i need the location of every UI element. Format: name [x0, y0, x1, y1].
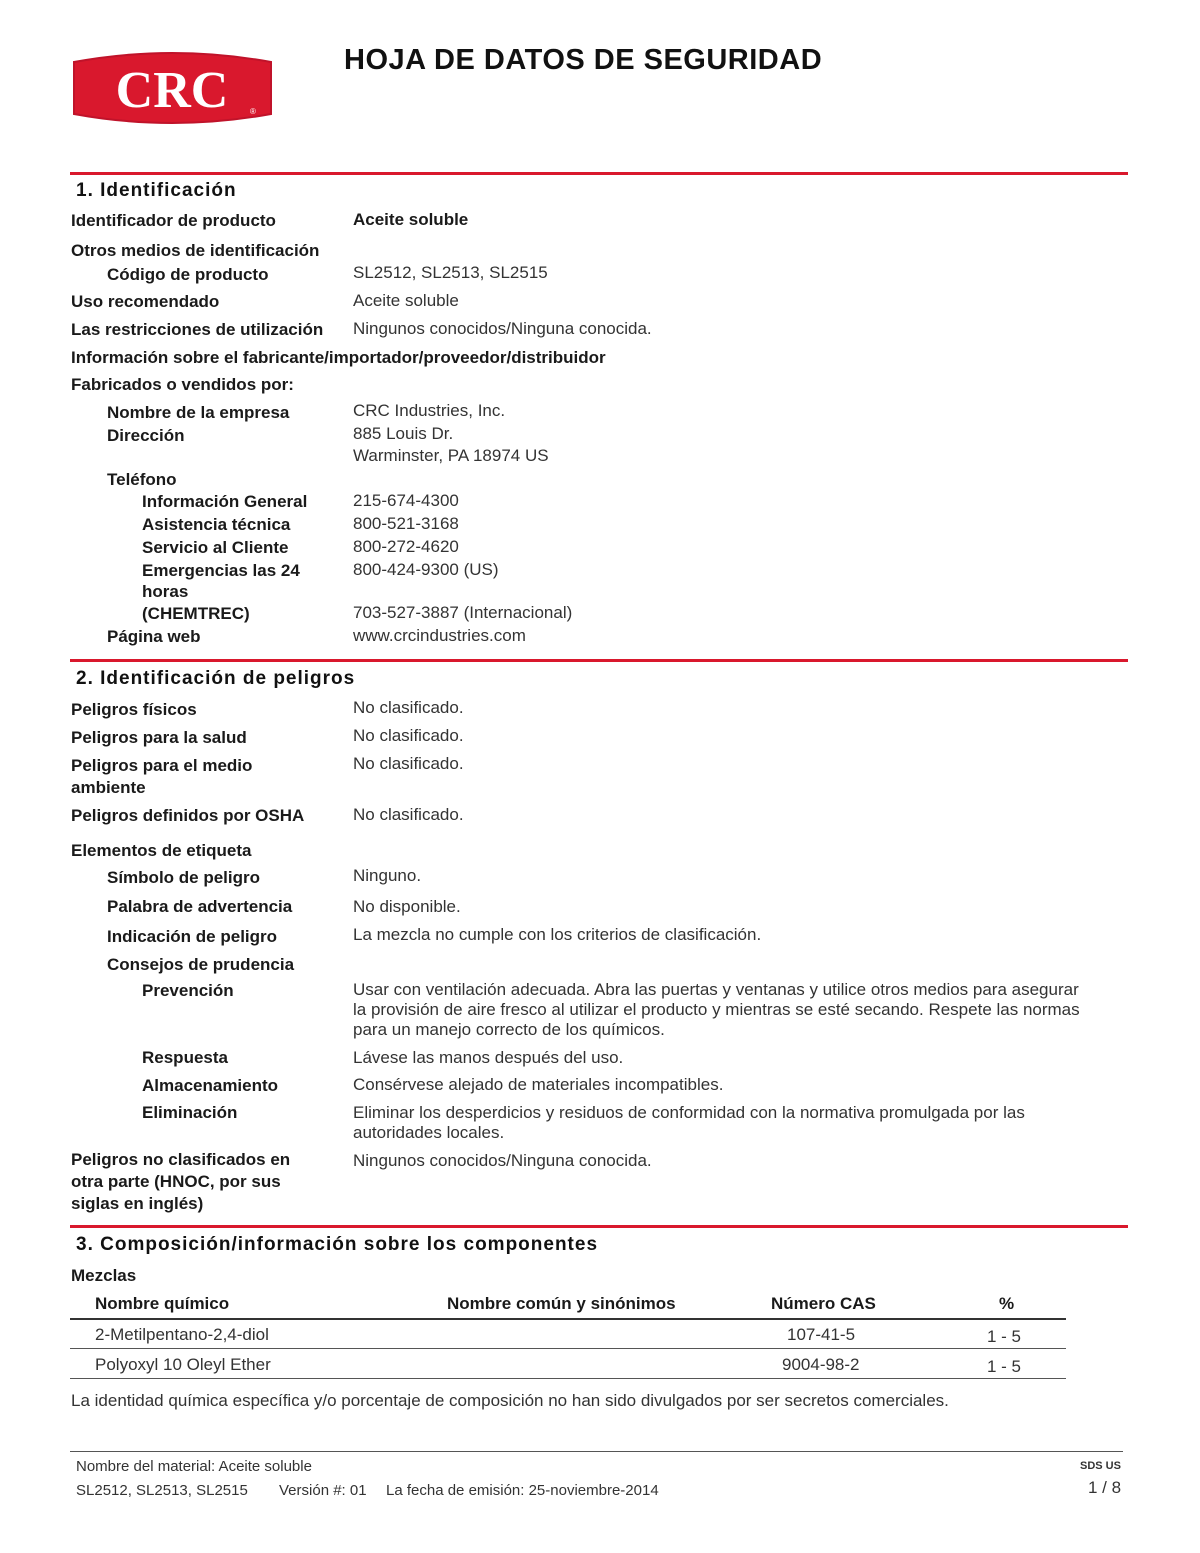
- emergency-value-intl: 703-527-3887 (Internacional): [353, 603, 573, 622]
- emergency-label-line-2: horas: [142, 582, 189, 601]
- osha-hazards-label: Peligros definidos por OSHA: [71, 806, 305, 825]
- physical-hazards-label: Peligros físicos: [71, 700, 197, 719]
- column-header-percent: %: [999, 1294, 1015, 1313]
- product-id-label: Identificador de producto: [71, 211, 276, 230]
- cas-number-cell: 107-41-5: [787, 1325, 856, 1344]
- signal-word-value: No disponible.: [353, 897, 461, 916]
- emergency-label-line-3: (CHEMTREC): [142, 604, 250, 623]
- section-2-title: 2. Identificación de peligros: [76, 668, 356, 689]
- column-header-chemical-name: Nombre químico: [95, 1294, 230, 1313]
- label-elements-label: Elementos de etiqueta: [71, 841, 252, 860]
- env-hazards-value: No clasificado.: [353, 754, 464, 773]
- use-value: Aceite soluble: [353, 291, 459, 310]
- made-by-label: Fabricados o vendidos por:: [71, 375, 294, 394]
- table-row-rule: [70, 1378, 1066, 1379]
- tech-support-value: 800-521-3168: [353, 514, 459, 533]
- use-label: Uso recomendado: [71, 292, 220, 311]
- percent-cell: 1 - 5: [987, 1357, 1022, 1376]
- health-hazards-label: Peligros para la salud: [71, 728, 247, 747]
- product-code-value: SL2512, SL2513, SL2515: [353, 263, 548, 282]
- manufacturer-info-label: Información sobre el fabricante/importador/proveedor/distribuidor: [71, 348, 606, 367]
- phone-label: Teléfono: [107, 470, 177, 489]
- column-header-cas: Número CAS: [771, 1294, 876, 1313]
- env-hazards-label-line-1: Peligros para el medio: [71, 756, 253, 775]
- restrictions-value: Ningunos conocidos/Ninguna conocida.: [353, 319, 652, 338]
- env-hazards-label-line-2: ambiente: [71, 778, 146, 797]
- signal-word-label: Palabra de advertencia: [107, 897, 293, 916]
- hnoc-label-line-3: siglas en inglés): [71, 1194, 204, 1213]
- storage-value: Consérvese alejado de materiales incompatibles.: [353, 1075, 724, 1094]
- disposal-line-2: autoridades locales.: [353, 1123, 505, 1142]
- tech-support-label: Asistencia técnica: [142, 515, 291, 534]
- company-value: CRC Industries, Inc.: [353, 401, 506, 420]
- address-label: Dirección: [107, 426, 185, 445]
- web-value: www.crcindustries.com: [353, 626, 526, 645]
- precautionary-label: Consejos de prudencia: [107, 955, 295, 974]
- footer-rule: [70, 1451, 1123, 1452]
- physical-hazards-value: No clasificado.: [353, 698, 464, 717]
- percent-cell: 1 - 5: [987, 1327, 1022, 1346]
- svg-text:®: ®: [250, 107, 256, 116]
- hnoc-value: Ningunos conocidos/Ninguna conocida.: [353, 1151, 652, 1170]
- address-line-1: 885 Louis Dr.: [353, 424, 454, 443]
- hnoc-label-line-1: Peligros no clasificados en: [71, 1150, 291, 1169]
- chemical-name-cell: 2-Metilpentano-2,4-diol: [95, 1325, 269, 1344]
- section-divider: [70, 172, 1128, 175]
- mixtures-label: Mezclas: [71, 1266, 137, 1285]
- footer-page-number: 1 / 8: [1088, 1478, 1122, 1497]
- table-header-rule: [70, 1318, 1066, 1320]
- company-label: Nombre de la empresa: [107, 403, 290, 422]
- response-value: Lávese las manos después del uso.: [353, 1048, 624, 1067]
- health-hazards-value: No clasificado.: [353, 726, 464, 745]
- disposal-label: Eliminación: [142, 1103, 238, 1122]
- general-info-label: Información General: [142, 492, 308, 511]
- hazard-symbol-value: Ninguno.: [353, 866, 422, 885]
- disposal-line-1: Eliminar los desperdicios y residuos de conformidad con la normativa promulgada por las: [353, 1103, 1025, 1122]
- section-1-title: 1. Identificación: [76, 180, 237, 201]
- hazard-symbol-label: Símbolo de peligro: [107, 868, 261, 887]
- prevention-label: Prevención: [142, 981, 234, 1000]
- svg-text:CRC: CRC: [115, 62, 229, 119]
- cas-number-cell: 9004-98-2: [782, 1355, 860, 1374]
- customer-service-label: Servicio al Cliente: [142, 538, 289, 557]
- restrictions-label: Las restricciones de utilización: [71, 320, 324, 339]
- response-label: Respuesta: [142, 1048, 228, 1067]
- trade-secret-note: La identidad química específica y/o porcentaje de composición no han sido divulgados por ser secretos comerciales.: [71, 1391, 949, 1410]
- other-means-label: Otros medios de identificación: [71, 241, 320, 260]
- customer-service-value: 800-272-4620: [353, 537, 459, 556]
- emergency-value-us: 800-424-9300 (US): [353, 560, 499, 579]
- footer-issue-date: La fecha de emisión: 25-noviembre-2014: [386, 1482, 659, 1499]
- crc-logo: [70, 44, 275, 132]
- footer-sds-label: SDS US: [1080, 1460, 1121, 1472]
- section-divider: [70, 659, 1128, 662]
- section-3-title: 3. Composición/información sobre los componentes: [76, 1234, 599, 1255]
- hazard-statement-label: Indicación de peligro: [107, 927, 278, 946]
- prevention-line-3: para un manejo correcto de los químicos.: [353, 1020, 665, 1039]
- prevention-line-2: la provisión de aire fresco al utilizar el producto y mientras se esté secando. Respete las normas: [353, 1000, 1080, 1019]
- footer-product-codes: SL2512, SL2513, SL2515: [76, 1482, 248, 1499]
- general-info-value: 215-674-4300: [353, 491, 459, 510]
- hazard-statement-value: La mezcla no cumple con los criterios de clasificación.: [353, 925, 762, 944]
- product-id-value: Aceite soluble: [353, 210, 469, 229]
- document-title: HOJA DE DATOS DE SEGURIDAD: [344, 44, 823, 76]
- prevention-line-1: Usar con ventilación adecuada. Abra las puertas y ventanas y utilice otros medios para asegurar: [353, 980, 1079, 999]
- table-row-rule: [70, 1348, 1066, 1349]
- column-header-common-name: Nombre común y sinónimos: [447, 1294, 676, 1313]
- product-code-label: Código de producto: [107, 265, 269, 284]
- web-label: Página web: [107, 627, 201, 646]
- chemical-name-cell: Polyoxyl 10 Oleyl Ether: [95, 1355, 271, 1374]
- emergency-label-line-1: Emergencias las 24: [142, 561, 300, 580]
- footer-material-name: Nombre del material: Aceite soluble: [76, 1458, 312, 1475]
- section-divider: [70, 1225, 1128, 1228]
- address-line-2: Warminster, PA 18974 US: [353, 446, 549, 465]
- hnoc-label-line-2: otra parte (HNOC, por sus: [71, 1172, 281, 1191]
- osha-hazards-value: No clasificado.: [353, 805, 464, 824]
- footer-version: Versión #: 01: [279, 1482, 367, 1499]
- storage-label: Almacenamiento: [142, 1076, 279, 1095]
